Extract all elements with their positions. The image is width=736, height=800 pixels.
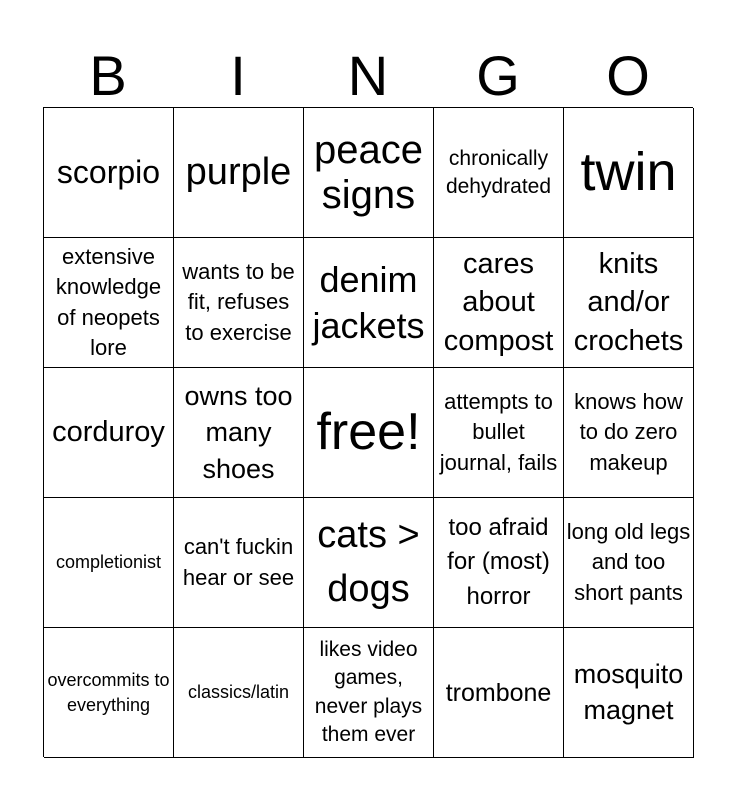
bingo-cell-text: chronically dehydrated: [445, 147, 552, 198]
bingo-cell[interactable]: [174, 368, 304, 498]
bingo-header: [43, 44, 693, 108]
bingo-cell[interactable]: [44, 368, 174, 498]
bingo-cell[interactable]: [304, 498, 434, 628]
bingo-cell[interactable]: [174, 498, 304, 628]
bingo-cell[interactable]: [304, 108, 434, 238]
bingo-cell-text: classics/latin: [187, 682, 290, 703]
bingo-cell[interactable]: [304, 368, 434, 498]
bingo-cell-text: cares about compost: [443, 247, 554, 357]
bingo-cell-text: knits and/or crochets: [573, 247, 684, 357]
bingo-cell[interactable]: [434, 498, 564, 628]
bingo-cell-text: knows how to do zero makeup: [574, 388, 683, 475]
header-letter-g: G: [476, 44, 520, 107]
bingo-cell-text: purple: [185, 151, 292, 194]
bingo-cell[interactable]: [564, 628, 694, 758]
bingo-cell[interactable]: [434, 238, 564, 368]
bingo-cell-text: owns too many shoes: [184, 380, 293, 484]
bingo-cell-text: overcommits to everything: [47, 670, 170, 715]
header-letter-n: N: [347, 44, 389, 107]
bingo-cell[interactable]: [564, 498, 694, 628]
bingo-cell-text: peace signs: [314, 127, 423, 217]
bingo-cell-text: attempts to bullet journal, fails: [439, 388, 558, 475]
bingo-cell-text: too afraid for (most) horror: [447, 514, 550, 610]
bingo-grid: [43, 107, 693, 757]
bingo-cell[interactable]: [564, 238, 694, 368]
bingo-cell-text: cats > dogs: [317, 514, 420, 610]
bingo-cell[interactable]: [304, 628, 434, 758]
bingo-cell[interactable]: [434, 108, 564, 238]
bingo-cell-text: denim jackets: [312, 258, 425, 346]
bingo-cell[interactable]: [174, 238, 304, 368]
bingo-cell[interactable]: [304, 238, 434, 368]
bingo-cell[interactable]: [44, 108, 174, 238]
header-letter-o: O: [606, 44, 650, 107]
bingo-cell[interactable]: [564, 368, 694, 498]
bingo-cell-text: trombone: [445, 678, 552, 707]
bingo-cell-text: corduroy: [52, 416, 165, 449]
bingo-cell-text: long old legs and too short pants: [566, 518, 691, 605]
bingo-cell[interactable]: [174, 108, 304, 238]
bingo-cell[interactable]: [44, 498, 174, 628]
bingo-cell[interactable]: [564, 108, 694, 238]
bingo-cell[interactable]: [44, 628, 174, 758]
bingo-cell-text: can't fuckin hear or see: [182, 534, 295, 590]
header-letter-i: I: [230, 44, 246, 107]
bingo-cell-text: wants to be fit, refuses to exercise: [182, 258, 295, 345]
header-letter-b: B: [89, 44, 127, 107]
bingo-cell-text: scorpio: [56, 153, 161, 190]
bingo-cell[interactable]: [434, 628, 564, 758]
bingo-cell-text: extensive knowledge of neopets lore: [55, 243, 162, 360]
bingo-cell-text: likes video games, never plays them ever: [314, 637, 423, 746]
bingo-cell-text: completionist: [55, 552, 162, 573]
bingo-cell[interactable]: [44, 238, 174, 368]
bingo-cell[interactable]: [434, 368, 564, 498]
bingo-cell[interactable]: [174, 628, 304, 758]
bingo-cell-text: mosquito magnet: [573, 658, 684, 725]
bingo-cell-text: twin: [580, 142, 677, 203]
bingo-cell-text: free!: [316, 403, 421, 462]
